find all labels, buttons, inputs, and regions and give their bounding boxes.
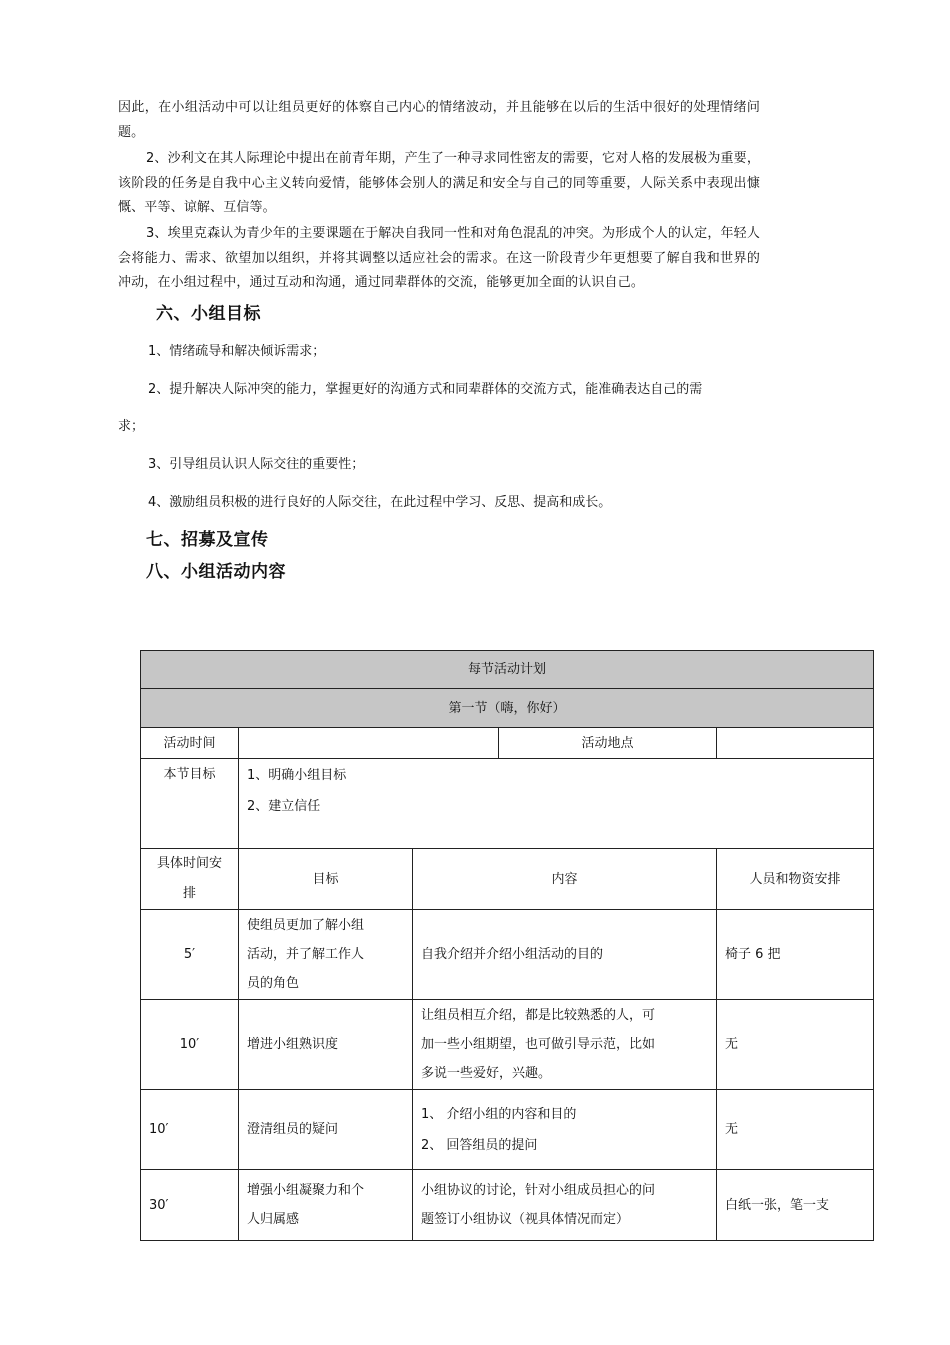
column-header-resources: 人员和物资安排 — [717, 849, 874, 910]
heading-group-goals: 六、小组目标 — [156, 304, 261, 324]
activity-time-value — [239, 728, 499, 759]
row-goal: 增强小组凝聚力和个 人归属感 — [239, 1170, 413, 1241]
column-header-goal: 目标 — [239, 849, 413, 910]
table-row — [141, 1000, 874, 1090]
activity-place-value — [717, 728, 874, 759]
activity-plan-table — [140, 650, 874, 1241]
row-time: 5′ — [141, 910, 239, 1000]
row-content: 让组员相互介绍，都是比较熟悉的人，可 加一些小组期望，也可做引导示范，比如 多说一些爱好，兴趣。 — [413, 1000, 717, 1090]
row-goal: 使组员更加了解小组 活动，并了解工作人 员的角色 — [239, 910, 413, 1000]
heading-recruitment: 七、招募及宣传 — [146, 530, 269, 550]
table-title: 每节活动计划 — [141, 651, 874, 689]
row-content: 1、 介绍小组的内容和目的 2、 回答组员的提问 — [413, 1090, 717, 1170]
row-time: 10′ — [141, 1090, 239, 1170]
row-goal: 澄清组员的疑问 — [239, 1090, 413, 1170]
table-row — [141, 1090, 874, 1170]
objectives-cell — [239, 759, 874, 849]
objectives-label: 本节目标 — [141, 759, 239, 849]
goal-item-continuation: 求； — [118, 419, 145, 434]
row-resources: 白纸一张，笔一支 — [717, 1170, 874, 1241]
heading-activity-content: 八、小组活动内容 — [146, 562, 286, 582]
objective-item: 1、明确小组目标 — [247, 768, 347, 783]
activity-place-label: 活动地点 — [499, 728, 717, 759]
session-title: 第一节（嗨，你好） — [141, 689, 874, 728]
row-resources: 无 — [717, 1000, 874, 1090]
row-content: 小组协议的讨论，针对小组成员担心的问 题签订小组协议（视具体情况而定） — [413, 1170, 717, 1241]
column-header-content: 内容 — [413, 849, 717, 910]
row-time: 30′ — [141, 1170, 239, 1241]
objective-item: 2、建立信任 — [247, 799, 321, 814]
row-goal: 增进小组熟识度 — [239, 1000, 413, 1090]
row-resources: 无 — [717, 1090, 874, 1170]
table-row — [141, 1170, 874, 1241]
row-time: 10′ — [141, 1000, 239, 1090]
goal-item: 2、提升解决人际冲突的能力，掌握更好的沟通方式和同辈群体的交流方式，能准确表达自己的需 — [148, 382, 703, 397]
column-header-time: 具体时间安 排 — [141, 849, 239, 910]
paragraph-intro: 因此，在小组活动中可以让组员更好的体察自己内心的情绪波动，并且能够在以后的生活中很好的处理情绪问题。 — [118, 100, 760, 140]
goal-item: 3、引导组员认识人际交往的重要性； — [148, 457, 365, 472]
row-resources: 椅子 6 把 — [717, 910, 874, 1000]
row-content: 自我介绍并介绍小组活动的目的 — [413, 910, 717, 1000]
table-row — [141, 910, 874, 1000]
paragraph-erikson: 3、埃里克森认为青少年的主要课题在于解决自我同一性和对角色混乱的冲突。为形成个人的认定，年轻人会将能力、需求、欲望加以组织，并将其调整以适应社会的需求。在这一阶段青少年更想要了解自我和世界的冲动，在小组过程中，通过互动和沟通，通过同辈群体的交流，能够更加全面的认识自己。 — [118, 226, 760, 290]
goal-item: 1、情绪疏导和解决倾诉需求； — [148, 344, 326, 359]
activity-time-label: 活动时间 — [141, 728, 239, 759]
goal-item: 4、激励组员积极的进行良好的人际交往，在此过程中学习、反思、提高和成长。 — [148, 495, 612, 510]
paragraph-sullivan: 2、沙利文在其人际理论中提出在前青年期，产生了一种寻求同性密友的需要，它对人格的发展极为重要，该阶段的任务是自我中心主义转向爱情，能够体会别人的满足和安全与自己的同等重要，人际关系中表现出慷慨、平等、谅解、互信等。 — [118, 151, 760, 215]
